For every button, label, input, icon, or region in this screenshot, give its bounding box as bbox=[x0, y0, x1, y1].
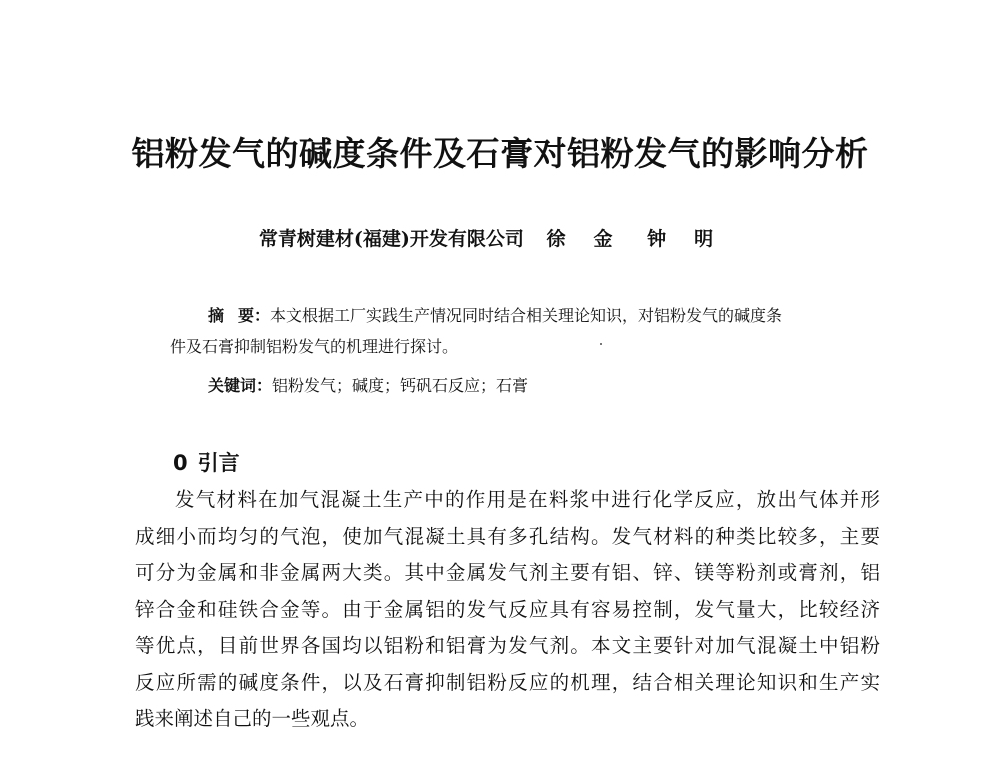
abstract-text: 件及石膏抑制铝粉发气的机理进行探讨。 bbox=[170, 337, 459, 356]
body-line: 锌合金和硅铁合金等。由于金属铝的发气反应具有容易控制，发气量大，比较经济 bbox=[135, 597, 880, 621]
body-line: 成细小而均匀的气泡，使加气混凝土具有多孔结构。发气材料的种类比较多，主要 bbox=[135, 524, 880, 548]
abstract-label: 要： bbox=[238, 306, 271, 325]
body-line: 反应所需的碱度条件，以及石膏抑制铝粉反应的机理，结合相关理论知识和生产实 bbox=[135, 670, 880, 694]
scan-speck bbox=[600, 343, 602, 345]
keywords-text: 铝粉发气；碱度；钙矾石反应；石膏 bbox=[272, 376, 529, 395]
body-line: 发气材料在加气混凝土生产中的作用是在料浆中进行化学反应，放出气体并形 bbox=[175, 488, 880, 511]
abstract bbox=[170, 300, 850, 362]
section-number: 0 bbox=[173, 451, 188, 475]
author-line bbox=[0, 224, 1000, 251]
body-line: 可分为金属和非金属两大类。其中金属发气剂主要有铝、锌、镁等粉剂或膏剂，铝 bbox=[135, 561, 880, 584]
author-name: 钟明 bbox=[647, 228, 742, 250]
keywords-label: 关键词： bbox=[208, 376, 273, 395]
body-line: 等优点，目前世界各国均以铝粉和铝膏为发气剂。本文主要针对加气混凝土中铝粉 bbox=[135, 634, 880, 657]
section-title: 引言 bbox=[197, 451, 240, 475]
abstract-label: 摘 bbox=[208, 306, 239, 325]
keywords bbox=[208, 370, 528, 401]
abstract-line bbox=[170, 300, 850, 331]
body-line: 践来阐述自己的一些观点。 bbox=[135, 707, 370, 730]
paper-title: 铝粉发气的碱度条件及石膏对铝粉发气的影响分析 bbox=[131, 134, 869, 173]
body-paragraph bbox=[135, 482, 880, 738]
author-affiliation: 常青树建材(福建)开发有限公司 bbox=[258, 228, 524, 250]
section-heading bbox=[173, 447, 240, 477]
author-name: 徐金 bbox=[546, 228, 641, 250]
abstract-text: 本文根据工厂实践生产情况同时结合相关理论知识，对铝粉发气的碱度条 bbox=[270, 306, 783, 325]
